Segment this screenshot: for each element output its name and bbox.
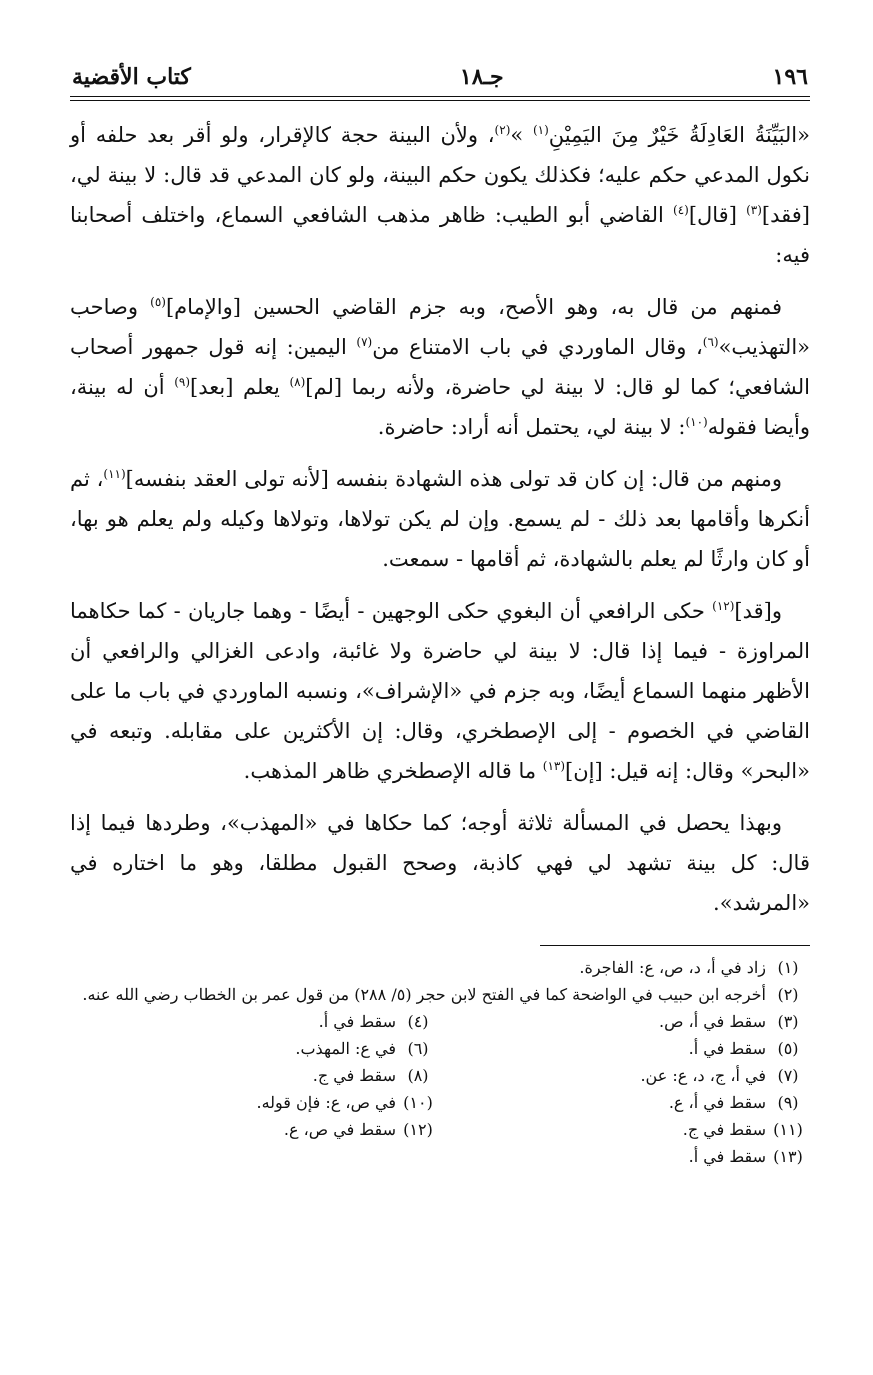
- paragraph: [70, 591, 810, 791]
- footnote-number: (١٣): [773, 1147, 803, 1166]
- header-rule: [70, 100, 810, 101]
- footnote-number: (٦): [407, 1039, 429, 1058]
- footnotes: [70, 954, 810, 1170]
- footnote: [70, 1116, 440, 1143]
- footnote-ref: (١٢): [712, 599, 735, 613]
- text-segment: ما قاله الإصطخري ظاهر المذهب.: [243, 759, 543, 783]
- text-segment: وبهذا يحصل في المسألة ثلاثة أوجه؛ كما حكاها في «المهذب»، وطردها فيما إذا قال: كل بينة تشهد لي فهي كاذبة، وصحح القبول مطلقا، وهو ما اختاره في «المرشد».: [70, 811, 810, 915]
- body-text: [70, 115, 810, 923]
- footnote-ref: (١٣): [542, 759, 566, 773]
- footnote-number: (٥): [777, 1039, 799, 1058]
- text-segment: أن له بينة، وأيضا فقوله: [70, 375, 810, 439]
- footnote: [70, 1035, 440, 1062]
- footnote-ref: (٤): [673, 203, 689, 217]
- text-segment: ، وقال الماوردي في باب الامتناع من: [372, 335, 703, 359]
- paragraph: [70, 459, 810, 579]
- footnote-ref: (٣): [746, 203, 762, 217]
- footnote-number: (٩): [777, 1093, 799, 1112]
- footnote-number: (١): [777, 958, 799, 977]
- page-header: [70, 64, 810, 97]
- text-segment: »: [510, 123, 533, 147]
- footnote-text: أخرجه ابن حبيب في الواضحة كما في الفتح لابن حجر (٥/ ٢٨٨) من قول عمر بن الخطاب رضي الله عنه.: [82, 985, 766, 1004]
- footnote-ref: (٥): [150, 295, 166, 309]
- footnote: [440, 1089, 810, 1116]
- footnote-ref: (١): [532, 123, 549, 137]
- text-segment: ، ثم أنكرها وأقامها بعد ذلك - لم يسمع. وإن لم يكن تولاها، وتولاها وكيله ولم يعلم هو بها، أو كان وارثًا لم يعلم بالشهادة، ثم أقامها - سمعت.: [70, 467, 810, 571]
- footnote: [440, 1062, 810, 1089]
- footnote-number: (٤): [407, 1012, 429, 1031]
- footnote-ref: (١١): [103, 467, 126, 481]
- footnote-number: (١٠): [403, 1093, 433, 1112]
- footnote-text: في ص، ع: فإن قوله.: [256, 1093, 396, 1112]
- footnote-number: (٨): [407, 1066, 429, 1085]
- footnote-text: سقط في ج.: [312, 1066, 396, 1085]
- text-segment: اليمين: إنه قول جمهور أصحاب الشافعي؛ كما لو قال: لا بينة لي حاضرة، ولأنه ربما [لم]: [70, 335, 811, 399]
- page: [70, 64, 810, 1170]
- footnote-rule: [540, 945, 810, 946]
- paragraph: [70, 115, 810, 275]
- text-segment: «البَيِّنَةُ العَادِلَةُ خَيْرٌ مِنَ اليَمِيْنِ: [548, 123, 810, 147]
- text-segment: : لا بينة لي، يحتمل أنه أراد: حاضرة.: [377, 415, 686, 439]
- paragraph: [70, 803, 810, 923]
- footnote: [70, 1143, 440, 1170]
- text-segment: ، ولأن البينة حجة كالإقرار، ولو أقر بعد حلفه أو نكول المدعي حكم عليه؛ فكذلك يكون حكم البينة، ولو كان المدعي قد قال: لا بينة لي، [فقد]: [70, 123, 810, 227]
- footnote: [440, 1143, 810, 1170]
- footnote: [70, 954, 810, 981]
- footnote-ref: (٩): [174, 375, 191, 389]
- footnote-text: في ع: المهذب.: [295, 1039, 396, 1058]
- footnote: [70, 1062, 440, 1089]
- footnote: [440, 1116, 810, 1143]
- footnote-text: سقط في ص، ع.: [283, 1120, 396, 1139]
- footnote-ref: (١٠): [685, 415, 708, 429]
- footnote-text: سقط في أ.: [688, 1147, 766, 1166]
- footnote-text: سقط في أ.: [318, 1012, 396, 1031]
- footnote-text: سقط في أ، ع.: [668, 1093, 766, 1112]
- text-segment: [قال]: [688, 203, 747, 227]
- text-segment: ومنهم من قال: إن كان قد تولى هذه الشهادة بنفسه [لأنه تولى العقد بنفسه]: [125, 467, 782, 491]
- footnote-ref: (٢): [494, 123, 511, 137]
- footnote-number: (١٢): [403, 1120, 433, 1139]
- footnote-number: (١١): [773, 1120, 803, 1139]
- footnote: [70, 981, 810, 1008]
- footnote-text: في أ، ج، د، ع: عن.: [640, 1066, 766, 1085]
- text-segment: فمنهم من قال به، وهو الأصح، وبه جزم القاضي الحسين [والإمام]: [165, 295, 782, 319]
- footnote-grid: [70, 1008, 810, 1170]
- footnote-number: (٣): [777, 1012, 799, 1031]
- book-title: كتاب الأقضية: [72, 64, 191, 90]
- footnote-number: (٧): [777, 1066, 799, 1085]
- paragraph: [70, 287, 810, 447]
- footnote-number: (٢): [777, 985, 799, 1004]
- footnote-text: سقط في ج.: [682, 1120, 766, 1139]
- page-number: ١٩٦: [772, 64, 808, 90]
- footnote-ref: (٧): [356, 335, 373, 349]
- footnote-text: سقط في أ، ص.: [659, 1012, 766, 1031]
- text-segment: القاضي أبو الطيب: ظاهر مذهب الشافعي السماع، واختلف أصحابنا فيه:: [70, 203, 810, 267]
- text-segment: يعلم [بعد]: [190, 375, 290, 399]
- footnote: [70, 1089, 440, 1116]
- footnote-text: سقط في أ.: [688, 1039, 766, 1058]
- footnote: [70, 1008, 440, 1035]
- footnote-ref: (٨): [289, 375, 306, 389]
- footnote: [440, 1035, 810, 1062]
- footnote-ref: (٦): [702, 335, 719, 349]
- footnote: [440, 1008, 810, 1035]
- footnote-text: زاد في أ، د، ص، ع: الفاجرة.: [579, 958, 766, 977]
- text-segment: و[قد]: [734, 599, 782, 623]
- text-segment: وصاحب «التهذيب»: [70, 295, 811, 359]
- text-segment: حكى الرافعي أن البغوي حكى الوجهين - أيضًا - وهما جاريان - كما حكاهما المراوزة - فيما إذا قال: لا بينة لي حاضرة ولا غائبة، وادعى الغزالي والرافعي أن الأظهر منهما السماع أيضًا، وبه جزم في «الإشراف»، ونسبه الماوردي في باب ما على القاضي في الخصوم - إلى الإصطخري، وقال: إن الأكثرين على مقابله. وتبعه في «البحر» وقال: إنه قيل: [إن]: [70, 599, 810, 783]
- volume-label: جـ١٨: [459, 64, 504, 90]
